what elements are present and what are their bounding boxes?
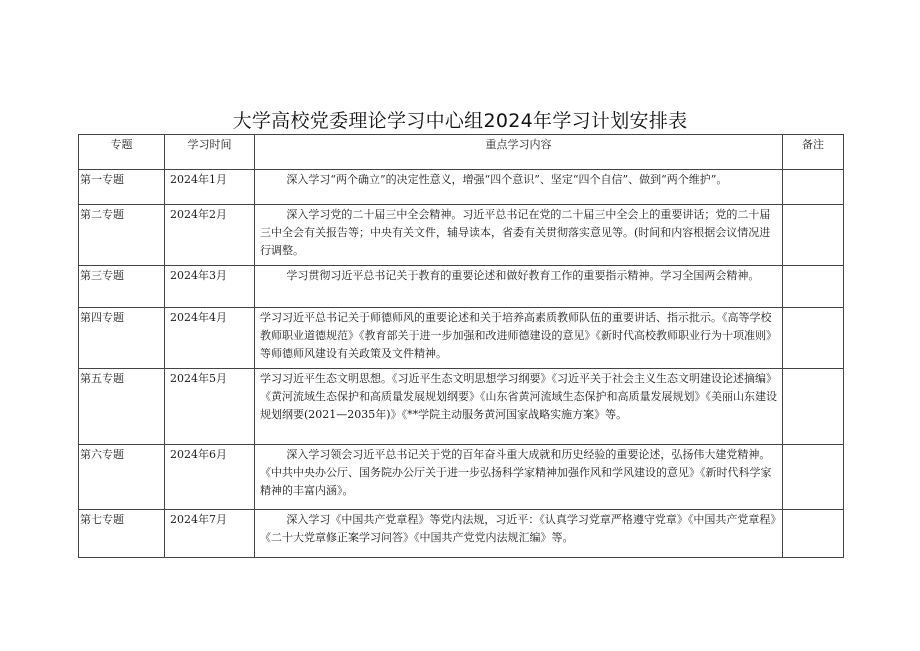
row-remark bbox=[783, 369, 844, 445]
row-content: 深入学习党的二十届三中全会精神。习近平总书记在党的二十届三中全会上的重要讲话；党的二十届三中全会有关报告等；中央有关文件，辅导读本，省委有关贯彻落实意见等。(时间和内容根据会议情况进行调整。 bbox=[255, 205, 783, 266]
header-time: 学习时间 bbox=[165, 135, 255, 170]
row-content: 深入学习《中国共产党章程》等党内法规，习近平：《认真学习党章严格遵守党章》《中国共产党章程》《二十大党章修正案学习问答》《中国共产党党内法规汇编》等。 bbox=[255, 510, 783, 558]
table-row bbox=[79, 369, 844, 445]
row-topic: 第三专题 bbox=[79, 266, 165, 308]
row-topic: 第一专题 bbox=[79, 170, 165, 205]
table-row bbox=[79, 170, 844, 205]
row-time: 2024年6月 bbox=[165, 445, 255, 510]
header-content: 重点学习内容 bbox=[255, 135, 783, 170]
row-remark bbox=[783, 510, 844, 558]
row-remark bbox=[783, 170, 844, 205]
row-content: 学习贯彻习近平总书记关于教育的重要论述和做好教育工作的重要指示精神。学习全国两会精神。 bbox=[255, 266, 783, 308]
row-topic: 第七专题 bbox=[79, 510, 165, 558]
row-content: 深入学习领会习近平总书记关于党的百年奋斗重大成就和历史经验的重要论述，弘扬伟大建党精神。《中共中央办公厅、国务院办公厅关于进一步弘扬科学家精神加强作风和学风建设的意见》《新时代科学家精神的丰富内涵》。 bbox=[255, 445, 783, 510]
row-topic: 第四专题 bbox=[79, 308, 165, 369]
row-time: 2024年2月 bbox=[165, 205, 255, 266]
row-content: 深入学习“两个确立”的决定性意义，增强“四个意识”、坚定“四个自信”、做到“两个维护”。 bbox=[255, 170, 783, 205]
row-time: 2024年4月 bbox=[165, 308, 255, 369]
row-content: 学习习近平生态文明思想。《习近平生态文明思想学习纲要》《习近平关于社会主义生态文明建设论述摘编》《黄河流域生态保护和高质量发展规划纲要》《山东省黄河流域生态保护和高质量发展规划》《美丽山东建设规划纲要(2021—2035年)》《**学院主动服务黄河国家战略实施方案》等。 bbox=[255, 369, 783, 445]
table-row bbox=[79, 510, 844, 558]
table-row bbox=[79, 266, 844, 308]
row-topic: 第二专题 bbox=[79, 205, 165, 266]
row-content: 学习习近平总书记关于师德师风的重要论述和关于培养高素质教师队伍的重要讲话、指示批示。《高等学校教师职业道德规范》《教育部关于进一步加强和改进师德建设的意见》《新时代高校教师职业行为十项准则》等师德师风建设有关政策及文件精神。 bbox=[255, 308, 783, 369]
row-topic: 第六专题 bbox=[79, 445, 165, 510]
row-remark bbox=[783, 445, 844, 510]
header-remark: 备注 bbox=[783, 135, 844, 170]
table-row bbox=[79, 205, 844, 266]
row-remark bbox=[783, 266, 844, 308]
table-header-row bbox=[79, 135, 844, 170]
row-time: 2024年1月 bbox=[165, 170, 255, 205]
table-row bbox=[79, 445, 844, 510]
header-topic: 专题 bbox=[79, 135, 165, 170]
table-row bbox=[79, 308, 844, 369]
row-time: 2024年7月 bbox=[165, 510, 255, 558]
row-remark bbox=[783, 308, 844, 369]
row-remark bbox=[783, 205, 844, 266]
row-time: 2024年3月 bbox=[165, 266, 255, 308]
row-time: 2024年5月 bbox=[165, 369, 255, 445]
page-title: 大学高校党委理论学习中心组2024年学习计划安排表 bbox=[232, 110, 688, 132]
schedule-table bbox=[78, 134, 844, 558]
row-topic: 第五专题 bbox=[79, 369, 165, 445]
